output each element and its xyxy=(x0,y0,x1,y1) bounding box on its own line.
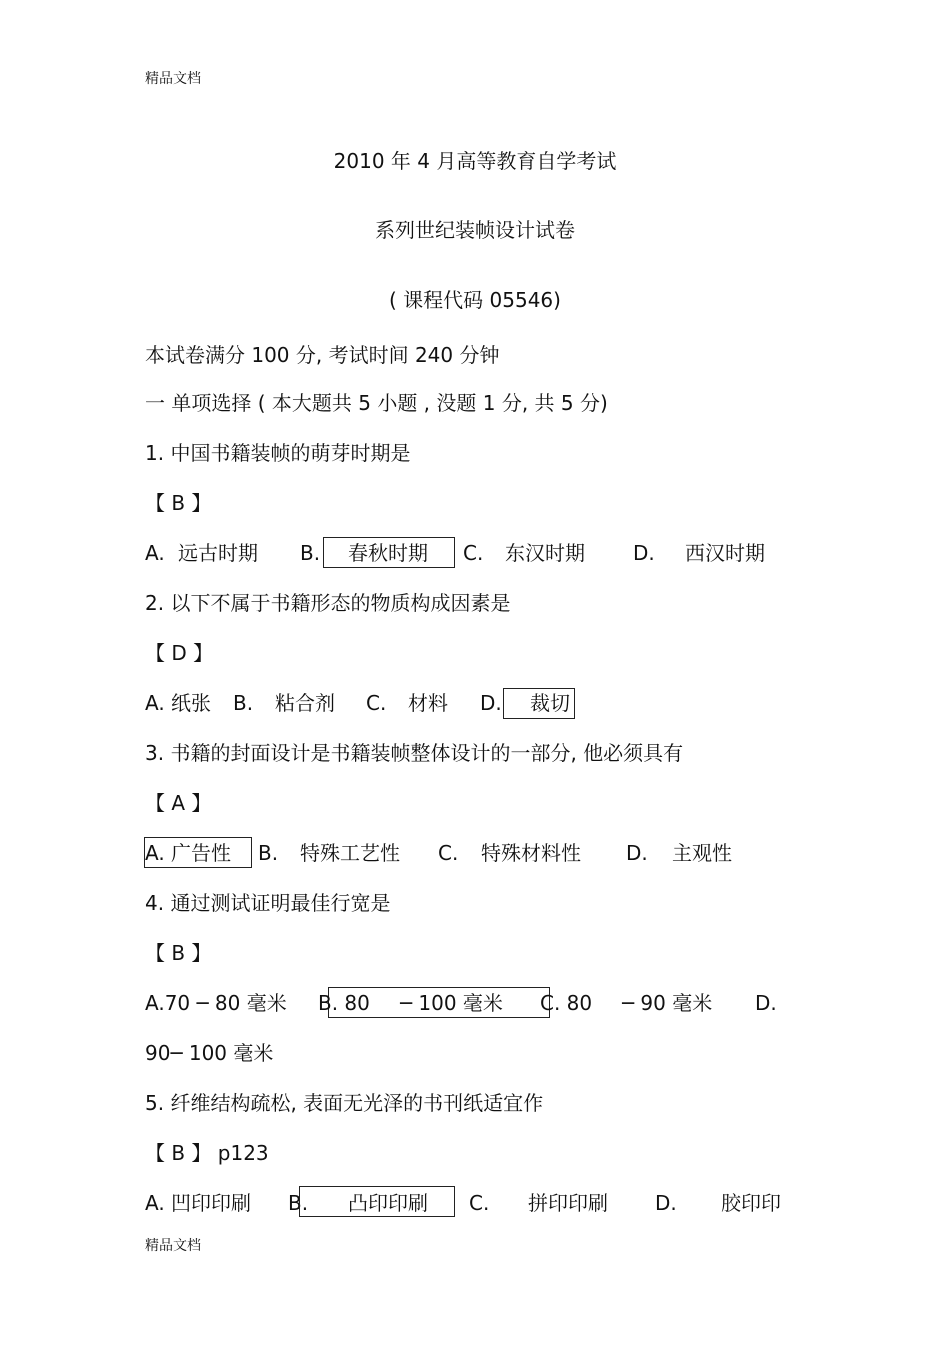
q1-option-c-text: 东汉时期 xyxy=(505,541,585,565)
q2-option-d-letter: D. xyxy=(480,691,502,715)
exam-info: 本试卷满分 100 分, 考试时间 240 分钟 xyxy=(145,343,500,367)
question-1-stem: 1. 中国书籍装帧的萌芽时期是 xyxy=(145,441,411,465)
q1-option-d-text: 西汉时期 xyxy=(685,541,765,565)
q3-option-b-letter: B. xyxy=(258,841,279,865)
q4-option-a: A.70 ─ 80 毫米 xyxy=(145,991,287,1015)
q5-option-b-letter: B. xyxy=(288,1191,309,1215)
question-4-answer: 【 B 】 xyxy=(145,941,212,965)
q5-option-d-letter: D. xyxy=(655,1191,677,1215)
q3-option-a: A. 广告性 xyxy=(145,841,232,865)
exam-subtitle: 系列世纪装帧设计试卷 xyxy=(375,218,575,242)
q4-option-c-end: ─ 90 毫米 xyxy=(622,991,713,1015)
q5-option-a: A. 凹印印刷 xyxy=(145,1191,252,1215)
q5-option-b-text: 凸印印刷 xyxy=(348,1191,428,1215)
question-1-answer: 【 B 】 xyxy=(145,491,212,515)
exam-title: 2010 年 4 月高等教育自学考试 xyxy=(333,149,617,173)
q5-option-c-letter: C. xyxy=(469,1191,490,1215)
q2-option-c-text: 材料 xyxy=(408,691,448,715)
question-4-stem: 4. 通过测试证明最佳行宽是 xyxy=(145,891,391,915)
page-footer-label: 精品文档 xyxy=(145,1238,201,1254)
q4-option-c-start: C. 80 xyxy=(540,991,593,1015)
q1-option-b-text: 春秋时期 xyxy=(348,541,428,565)
q3-option-c-text: 特殊材料性 xyxy=(481,841,581,865)
q3-option-d-text: 主观性 xyxy=(672,841,732,865)
page-header-label: 精品文档 xyxy=(145,71,201,87)
q4-option-b-end: ─ 100 毫米 xyxy=(400,991,503,1015)
question-5-answer: 【 B 】 p123 xyxy=(145,1141,269,1165)
q3-option-b-text: 特殊工艺性 xyxy=(300,841,400,865)
q4-option-b-start: B. 80 xyxy=(318,991,370,1015)
question-2-stem: 2. 以下不属于书籍形态的物质构成因素是 xyxy=(145,591,511,615)
q3-option-d-letter: D. xyxy=(626,841,648,865)
q1-option-a-text: 远古时期 xyxy=(178,541,258,565)
course-code: ( 课程代码 05546) xyxy=(389,288,561,312)
q1-option-a-letter: A. xyxy=(145,541,165,565)
q2-option-c-letter: C. xyxy=(366,691,387,715)
q3-option-c-letter: C. xyxy=(438,841,459,865)
q4-option-d-letter: D. xyxy=(755,991,777,1015)
question-3-answer: 【 A 】 xyxy=(145,791,212,815)
q1-option-b-letter: B. xyxy=(300,541,321,565)
q4-option-d-text: 90─ 100 毫米 xyxy=(145,1041,274,1065)
q2-option-b-letter: B. xyxy=(233,691,254,715)
question-2-answer: 【 D 】 xyxy=(145,641,214,665)
section-heading: 一 单项选择 ( 本大题共 5 小题 , 没题 1 分, 共 5 分) xyxy=(145,391,608,415)
q5-option-d-text: 胶印印 xyxy=(721,1191,781,1215)
q2-option-b-text: 粘合剂 xyxy=(275,691,335,715)
q5-option-c-text: 拼印印刷 xyxy=(528,1191,608,1215)
q2-option-a: A. 纸张 xyxy=(145,691,212,715)
question-3-stem: 3. 书籍的封面设计是书籍装帧整体设计的一部分, 他必须具有 xyxy=(145,741,684,765)
question-5-stem: 5. 纤维结构疏松, 表面无光泽的书刊纸适宜作 xyxy=(145,1091,544,1115)
q2-option-d-text: 裁切 xyxy=(530,691,570,715)
q1-option-c-letter: C. xyxy=(463,541,484,565)
q1-option-d-letter: D. xyxy=(633,541,655,565)
